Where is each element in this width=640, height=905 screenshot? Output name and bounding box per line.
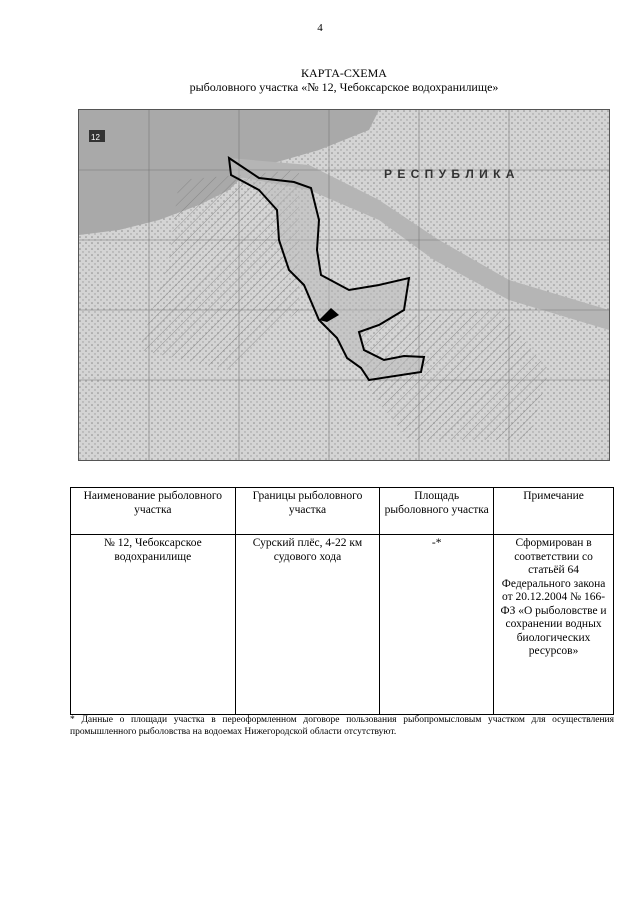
header-note: Примечание (494, 488, 614, 535)
header-name: Наименование рыболовного участка (71, 488, 236, 535)
table-row (71, 535, 614, 715)
fishing-area-map (78, 109, 610, 461)
cell-note: Сформирован в соответствии со статьёй 64 Федерального закона от 20.12.2004 № 166-ФЗ «О рыболовстве и сохранении водных биологических ресурсов» (494, 535, 614, 715)
map-title-line2: рыболовного участка «№ 12, Чебоксарское водохранилище» (189, 80, 499, 94)
fishing-area-table (70, 487, 614, 715)
header-boundaries: Границы рыболовного участка (235, 488, 380, 535)
cell-name: № 12, Чебоксарское водохранилище (71, 535, 236, 715)
page-number: 4 (317, 22, 323, 34)
map-title (0, 66, 640, 94)
map-svg (79, 110, 609, 460)
header-area: Площадь рыболовного участка (380, 488, 494, 535)
footnote: * Данные о площади участка в переоформленном договоре пользования рыбопромысловым участком для осуществления промышленного рыболовства на водоемах Нижегородской области отсутствуют. (70, 715, 614, 737)
table-header-row (71, 488, 614, 535)
cell-boundaries: Сурский плёс, 4-22 км судового хода (235, 535, 380, 715)
map-title-line1: КАРТА-СХЕМА (301, 66, 387, 80)
map-marker-text: 12 (91, 133, 100, 142)
cell-area: -* (380, 535, 494, 715)
region-label: Р Е С П У Б Л И К А (384, 167, 516, 181)
